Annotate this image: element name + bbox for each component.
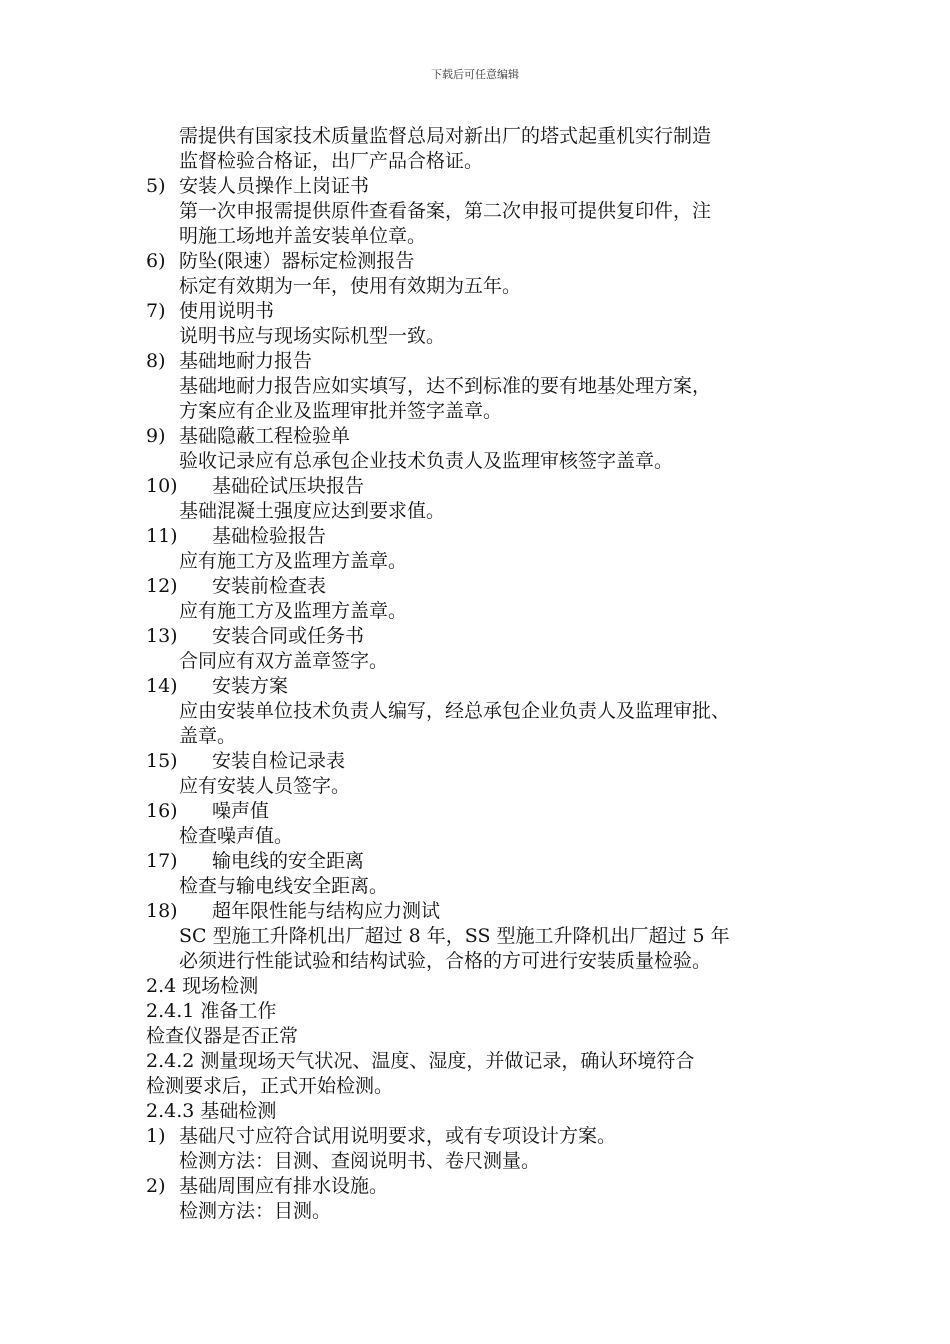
list-item-title: 防坠(限速）器标定检测报告 — [179, 250, 415, 272]
list-item-number: 12) — [146, 575, 178, 597]
list-item-number: 2) — [146, 1175, 166, 1197]
list-item-title: 超年限性能与结构应力测试 — [212, 900, 441, 922]
body-text-line: 验收记录应有总承包企业技术负责人及监理审核签字盖章。 — [179, 450, 674, 472]
list-item — [146, 249, 846, 274]
list-item — [146, 174, 846, 199]
body-text-line: 基础地耐力报告应如实填写，达不到标准的要有地基处理方案， — [179, 375, 712, 397]
body-text-line: 检测方法：目测。 — [179, 1200, 332, 1222]
body-text-line: 检测方法：目测、查阅说明书、卷尺测量。 — [179, 1150, 541, 1172]
list-item-title: 安装自检记录表 — [212, 750, 346, 772]
list-item — [146, 524, 846, 549]
body-text-line: 需提供有国家技术质量监督总局对新出厂的塔式起重机实行制造 — [179, 125, 712, 147]
list-item-number: 14) — [146, 675, 178, 697]
body-text-line: SC 型施工升降机出厂超过 8 年，SS 型施工升降机出厂超过 5 年 — [179, 925, 730, 947]
list-item-number: 13) — [146, 625, 178, 647]
list-item — [146, 424, 846, 449]
list-item-number: 15) — [146, 750, 178, 772]
body-text-line: 应有施工方及监理方盖章。 — [179, 600, 408, 622]
list-item-title: 使用说明书 — [179, 300, 275, 322]
list-item — [146, 474, 846, 499]
list-item — [146, 674, 846, 699]
section-text-line: 检查仪器是否正常 — [146, 1025, 299, 1047]
list-item — [146, 849, 846, 874]
body-text-line: 方案应有企业及监理审批并签字盖章。 — [179, 400, 503, 422]
list-item — [146, 799, 846, 824]
body-text-line: 盖章。 — [179, 725, 237, 747]
list-item-title: 基础周围应有排水设施。 — [179, 1175, 389, 1197]
list-item — [146, 299, 846, 324]
list-item-title: 输电线的安全距离 — [212, 850, 365, 872]
body-text-line: 应有安装人员签字。 — [179, 775, 351, 797]
list-item-title: 安装方案 — [212, 675, 289, 697]
list-item-number: 9) — [146, 425, 166, 447]
list-item-title: 基础地耐力报告 — [179, 350, 313, 372]
document-body — [146, 124, 846, 1224]
list-item-number: 18) — [146, 900, 178, 922]
list-item-number: 8) — [146, 350, 166, 372]
list-item-title: 基础尺寸应符合试用说明要求，或有专项设计方案。 — [179, 1125, 617, 1147]
body-text-line: 第一次申报需提供原件查看备案，第二次申报可提供复印件，注 — [179, 200, 712, 222]
section-text-line: 2.4.2 测量现场天气状况、温度、湿度，并做记录，确认环境符合 — [146, 1050, 695, 1072]
list-item — [146, 349, 846, 374]
section-text-line: 检测要求后，正式开始检测。 — [146, 1075, 394, 1097]
list-item-title: 基础检验报告 — [212, 525, 327, 547]
list-item — [146, 899, 846, 924]
list-item-number: 17) — [146, 850, 178, 872]
body-text-line: 应由安装单位技术负责人编写，经总承包企业负责人及监理审批、 — [179, 700, 731, 722]
list-item-number: 6) — [146, 250, 166, 272]
section-text-line: 2.4.1 准备工作 — [146, 1000, 277, 1022]
list-item — [146, 1174, 846, 1199]
body-text-line: 基础混凝土强度应达到要求值。 — [179, 500, 446, 522]
body-text-line: 说明书应与现场实际机型一致。 — [179, 325, 446, 347]
list-item-number: 11) — [146, 525, 178, 547]
page-header: 下载后可任意编辑 — [431, 68, 519, 81]
body-text-line: 合同应有双方盖章签字。 — [179, 650, 389, 672]
list-item-title: 安装前检查表 — [212, 575, 327, 597]
list-item — [146, 574, 846, 599]
body-text-line: 检查噪声值。 — [179, 825, 294, 847]
list-item-title: 基础隐蔽工程检验单 — [179, 425, 351, 447]
list-item-number: 10) — [146, 475, 178, 497]
list-item-number: 16) — [146, 800, 178, 822]
section-text-line: 2.4 现场检测 — [146, 975, 259, 997]
body-text-line: 标定有效期为一年，使用有效期为五年。 — [179, 275, 522, 297]
list-item — [146, 624, 846, 649]
body-text-line: 必须进行性能试验和结构试验，合格的方可进行安装质量检验。 — [179, 950, 712, 972]
body-text-line: 明施工场地并盖安装单位章。 — [179, 225, 427, 247]
list-item-title: 安装人员操作上岗证书 — [179, 175, 370, 197]
body-text-line: 应有施工方及监理方盖章。 — [179, 550, 408, 572]
list-item — [146, 1124, 846, 1149]
list-item — [146, 749, 846, 774]
list-item-number: 1) — [146, 1125, 166, 1147]
list-item-number: 5) — [146, 175, 166, 197]
section-text-line: 2.4.3 基础检测 — [146, 1100, 277, 1122]
list-item-title: 基础砼试压块报告 — [212, 475, 365, 497]
body-text-line: 监督检验合格证，出厂产品合格证。 — [179, 150, 484, 172]
list-item-number: 7) — [146, 300, 166, 322]
list-item-title: 安装合同或任务书 — [212, 625, 365, 647]
body-text-line: 检查与输电线安全距离。 — [179, 875, 389, 897]
list-item-title: 噪声值 — [212, 800, 270, 822]
